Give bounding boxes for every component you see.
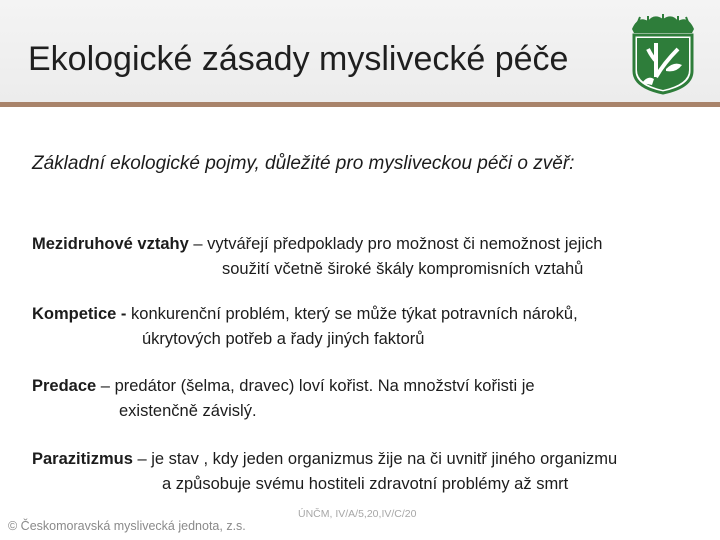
hunting-association-emblem-icon [626,13,700,95]
header-divider [0,102,720,107]
definition-separator: – [132,450,152,468]
definition-term: Predace [32,377,97,395]
definition-text-line1: predátor (šelma, dravec) loví kořist. Na množství kořisti je [114,377,535,395]
intro-text: Základní ekologické pojmy, důležité pro mysliveckou péči o zvěř: [32,153,575,174]
page-title: Ekologické zásady myslivecké péče [28,40,569,78]
definition-term: Parazitizmus [32,450,133,468]
header-bar [0,0,720,102]
definition-text-line2: úkrytových potřeb a řady jiných faktorů [142,330,425,348]
definition-paragraph [32,302,692,352]
definition-text-line2: soužití včetně široké škály kompromisních vztahů [222,260,584,278]
definition-text-line1: vytvářejí předpoklady pro možnost či nemožnost jejich [207,235,603,253]
definition-paragraph [32,232,692,282]
definition-text-line1: je stav , kdy jeden organizmus žije na či uvnitř jiného organizmu [151,450,618,468]
definition-paragraph [32,447,692,497]
definition-separator: – [96,377,115,395]
source-footnote: ÚNČM, IV/A/5,20,IV/C/20 [298,508,417,520]
definition-text-line1: konkurenční problém, který se může týkat potravních nároků, [131,305,578,323]
definition-term: Kompetice - [32,305,127,323]
definition-text-line2: a způsobuje svému hostiteli zdravotní problémy až smrt [162,475,569,493]
copyright-footer: © Českomoravská myslivecká jednota, z.s. [8,519,246,533]
definition-term: Mezidruhové vztahy [32,235,189,253]
definition-separator: – [188,235,208,253]
definition-text-line2: existenčně závislý. [119,402,257,420]
definition-paragraph [32,374,692,424]
